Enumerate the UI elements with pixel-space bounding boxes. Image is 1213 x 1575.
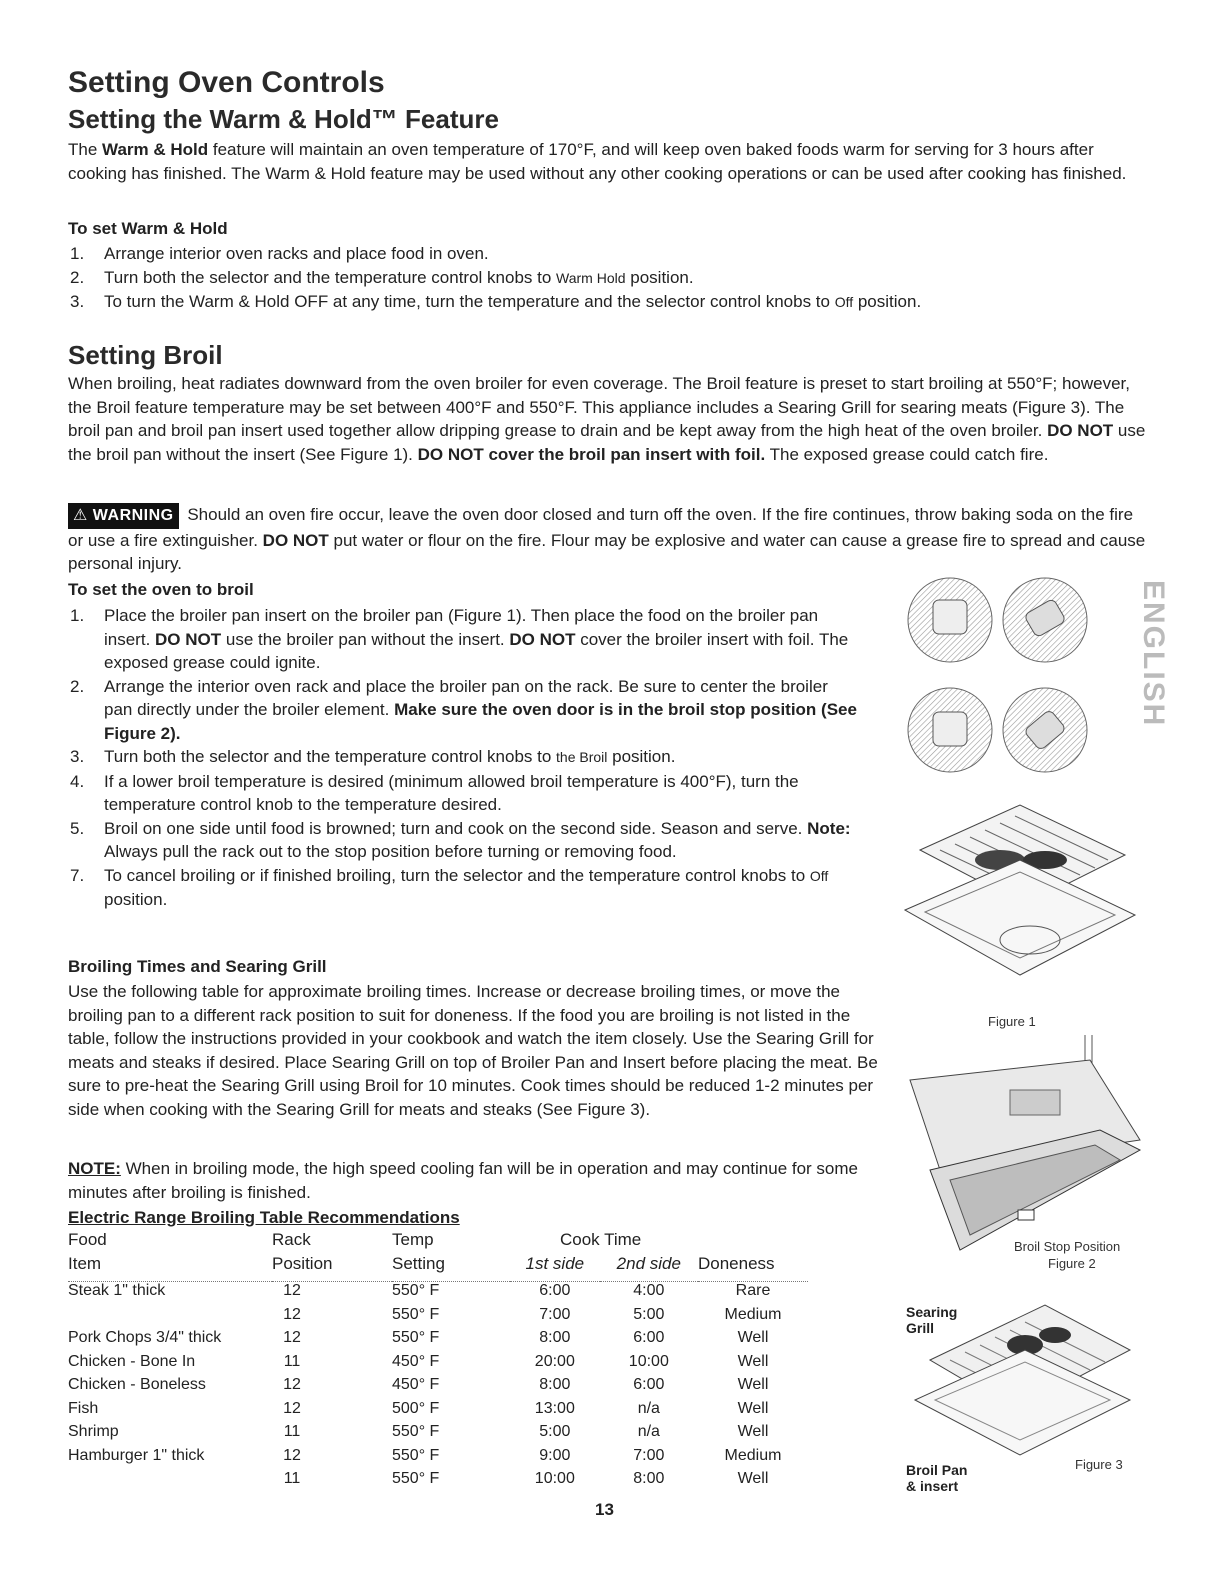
table-cell: Well — [737, 1352, 769, 1370]
table-cell: Shrimp — [68, 1423, 119, 1440]
broil-intro: When broiling, heat radiates downward from the oven broiler for even coverage. The Broil feature is preset to start broiling at 550°F; however, the Broil feature temperature may be set between 400°F and 550°F. This appliance includes a Searing Grill for searing meats (Figure 3). The broil pan and broil pan insert used together allow dripping grease to drain and be kept away from the high heat of the oven broiler. DO NOT use the broil pan without the insert (See Figure 1). DO NOT cover the broil pan insert with foil. The exposed grease could catch fire. — [68, 374, 1146, 464]
table-cell: 8:00 — [539, 1329, 571, 1346]
table-cell: Fish — [68, 1399, 99, 1417]
table-cell: 6:00 — [633, 1329, 665, 1346]
table-cell: 11 — [283, 1470, 301, 1487]
table-cell: 12 — [283, 1399, 301, 1417]
list-item: 3. Turn both the selector and the temperature control knobs to the Broil position. — [70, 747, 676, 766]
table-row — [68, 1306, 808, 1330]
broil-steps — [68, 604, 858, 912]
table-cell: 550° F — [392, 1470, 440, 1487]
knob-icon — [908, 688, 992, 772]
oven-door-illustration — [900, 1030, 1145, 1255]
table-cell: 8:00 — [539, 1376, 571, 1393]
table-cell: 4:00 — [633, 1282, 665, 1299]
table-cell: Hamburger 1" thick — [68, 1446, 205, 1464]
page-number: 13 — [595, 1500, 614, 1519]
table-row — [68, 1400, 808, 1424]
warm-hold-intro: The Warm & Hold feature will maintain an oven temperature of 170°F, and will keep oven baked foods warm for serving for 3 hours after cooking has finished. The Warm & Hold feature may be used without any other cooking operations or can be used after cooking has finished. — [68, 140, 1127, 183]
table-row — [68, 1376, 808, 1400]
table-cell: 5:00 — [633, 1305, 665, 1323]
table-cell: 550° F — [392, 1446, 440, 1464]
section-heading-broil: Setting Broil — [68, 340, 223, 370]
list-item: 2. Arrange the interior oven rack and place the broiler pan on the rack. Be sure to center the broiler pan directly under the broiler element. Make sure the oven door is in the broil stop position (See Figure 2). — [70, 676, 857, 743]
table-cell: 12 — [283, 1282, 301, 1299]
table-cell: 450° F — [392, 1376, 440, 1393]
list-item: 4. If a lower broil temperature is desired (minimum allowed broil temperature is 400°F), turn the temperature control knob to the temperature desired. — [70, 771, 799, 814]
broiler-pan-illustration — [900, 800, 1140, 1000]
table-cell: 5:00 — [539, 1423, 571, 1440]
table-cell: 11 — [283, 1352, 301, 1370]
table-cell: 7:00 — [539, 1305, 571, 1323]
list-item: 7. To cancel broiling or if finished broiling, turn the selector and the temperature control knobs to Off position. — [70, 865, 829, 909]
table-header-row: Item Position Setting 1st side 2nd side Doneness — [68, 1254, 808, 1282]
table-cell: Chicken - Boneless — [68, 1376, 206, 1393]
table-cell: 6:00 — [633, 1376, 665, 1393]
table-cell: 20:00 — [534, 1352, 575, 1370]
broiling-table — [68, 1230, 808, 1494]
table-cell: 13:00 — [534, 1399, 575, 1417]
table-cell: Pork Chops 3/4" thick — [68, 1329, 222, 1346]
table-cell: Medium — [724, 1305, 782, 1323]
table-row — [68, 1329, 808, 1353]
warning-badge: ⚠ WARNING — [68, 503, 179, 529]
page-title: Setting Oven Controls — [68, 66, 385, 99]
table-row — [68, 1447, 808, 1471]
figure-3-label-pan: Broil Pan & insert — [906, 1462, 968, 1494]
table-cell: 550° F — [392, 1423, 440, 1440]
table-cell: Well — [737, 1399, 769, 1417]
table-title: Electric Range Broiling Table Recommendations — [68, 1208, 460, 1227]
knob-icon — [1003, 578, 1087, 662]
table-cell: 12 — [283, 1446, 301, 1464]
table-cell: 550° F — [392, 1305, 440, 1323]
table-row — [68, 1282, 808, 1306]
table-cell: n/a — [637, 1399, 660, 1417]
table-cell: Well — [737, 1423, 769, 1440]
table-cell: 12 — [283, 1376, 301, 1393]
list-item: 3. To turn the Warm & Hold OFF at any time, turn the temperature and the selector control knobs to Off position. — [70, 292, 922, 311]
side-tab-english: ENGLISH — [1137, 580, 1170, 728]
table-cell: Well — [737, 1329, 769, 1346]
note-paragraph: NOTE: When in broiling mode, the high speed cooling fan will be in operation and may continue for some minutes after broiling is finished. — [68, 1159, 858, 1202]
section-heading-warm-hold: Setting the Warm & Hold™ Feature — [68, 104, 499, 134]
table-cell: 6:00 — [539, 1282, 571, 1299]
table-cell: 7:00 — [633, 1446, 665, 1464]
list-item: 2. Turn both the selector and the temperature control knobs to Warm Hold position. — [70, 267, 694, 287]
figure-2-caption-b: Figure 2 — [1048, 1256, 1096, 1271]
table-cell: 12 — [283, 1329, 301, 1346]
table-cell: 10:00 — [628, 1352, 669, 1370]
table-cell: 11 — [283, 1423, 301, 1440]
warm-hold-steps — [68, 242, 1148, 315]
warm-hold-subheading: To set Warm & Hold — [68, 219, 228, 238]
list-item: 1. Arrange interior oven racks and place food in oven. — [70, 244, 489, 263]
broiling-times-paragraph: Use the following table for approximate broiling times. Increase or decrease broiling times, or move the broiling pan to a different rack position to suit for doneness. If the food you are broiling is not listed in the table, follow the instructions provided in your cookbook and watch the item closely. Use the Searing Grill for meats and steaks if desired. Place Searing Grill on top of Broiler Pan and Insert before placing the meat. Be sure to pre-heat the Searing Grill using Broil for 10 minutes. Cook times should be reduced 1-2 minutes per side when cooking with the Searing Grill for meats and steaks (See Figure 3). — [68, 982, 878, 1119]
table-cell: 450° F — [392, 1352, 440, 1370]
figure-1-caption: Figure 1 — [988, 1014, 1036, 1029]
table-cell: 12 — [283, 1305, 301, 1323]
table-cell: Well — [737, 1470, 769, 1487]
table-cell: Chicken - Bone In — [68, 1352, 196, 1370]
table-cell: n/a — [637, 1423, 660, 1440]
table-cell: Steak 1" thick — [68, 1282, 166, 1299]
warning-paragraph: ⚠ WARNING Should an oven fire occur, leave the oven door closed and turn off the oven. If the fire continues, throw baking soda on the fire or use a fire extinguisher. DO NOT put water or flour on the fire. Flour may be explosive and water can cause a grease fire to spread and cause personal injury. — [68, 505, 1146, 573]
broil-subheading: To set the oven to broil — [68, 580, 254, 599]
table-row — [68, 1470, 808, 1494]
table-cell: 550° F — [392, 1329, 440, 1346]
list-item: 5. Broil on one side until food is browned; turn and cook on the second side. Season and serve. Note: Always pull the rack out to the stop position before turning or removing food. — [70, 818, 851, 861]
table-cell: Medium — [724, 1446, 782, 1464]
knob-icon — [908, 578, 992, 662]
control-knobs-illustration — [905, 560, 1095, 790]
table-cell: 9:00 — [539, 1446, 571, 1464]
knob-icon — [1003, 688, 1087, 772]
table-row — [68, 1423, 808, 1447]
table-cell: Rare — [735, 1282, 771, 1299]
table-cell: 8:00 — [633, 1470, 665, 1487]
figure-3-caption: Figure 3 — [1075, 1457, 1123, 1472]
table-cell: 10:00 — [534, 1470, 575, 1487]
figure-3-label-grill: Searing Grill — [906, 1304, 958, 1336]
figure-2-caption-a: Broil Stop Position — [1014, 1239, 1121, 1254]
table-row — [68, 1353, 808, 1377]
broiling-times-subheading: Broiling Times and Searing Grill — [68, 957, 327, 976]
table-cell: 550° F — [392, 1282, 440, 1299]
table-cell: 500° F — [392, 1399, 440, 1417]
table-header-row: Food Rack Temp Cook Time — [68, 1230, 642, 1249]
table-cell: Well — [737, 1376, 769, 1393]
list-item: 1. Place the broiler pan insert on the broiler pan (Figure 1). Then place the food on the broiler pan insert. DO NOT use the broiler pan without the insert. DO NOT cover the broiler insert with foil. The exposed grease could ignite. — [70, 606, 849, 672]
table-cell — [68, 1306, 272, 1330]
table-cell — [68, 1470, 272, 1494]
